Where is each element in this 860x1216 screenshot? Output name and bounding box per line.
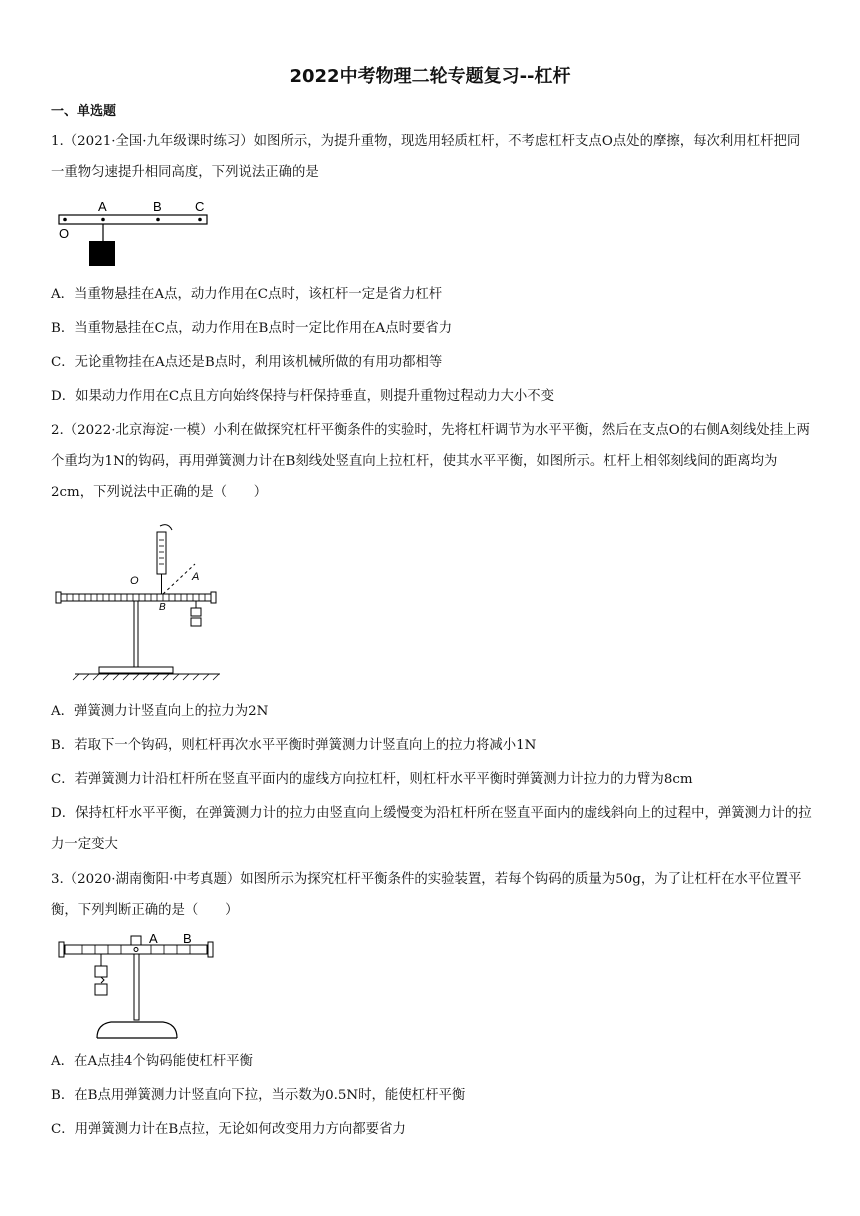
stand-pole xyxy=(134,601,138,667)
question-2-option-d: D．保持杠杆水平平衡，在弹簧测力计的拉力由竖直向上缓慢变为沿杠杆所在竖直平面内的虚线斜向上的过程中，弹簧测力计的拉力一定变大 xyxy=(51,806,812,852)
question-3-option-b: B．在B点用弹簧测力计竖直向下拉，当示数为0.5N时，能使杠杆平衡 xyxy=(51,1088,466,1103)
question-1-option-c: C．无论重物挂在A点还是B点时，利用该机械所做的有用功都相等 xyxy=(51,355,443,370)
label-o: O xyxy=(59,226,70,241)
label-o: O xyxy=(130,575,139,587)
label-a: A xyxy=(149,931,158,946)
label-b: B xyxy=(183,931,192,946)
question-1-option-a: A．当重物悬挂在A点，动力作用在C点时，该杠杆一定是省力杠杆 xyxy=(51,287,443,302)
question-3-lever-figure xyxy=(55,930,220,1042)
question-1-lever-figure xyxy=(55,196,215,271)
label-c: C xyxy=(195,199,205,214)
point-b-dot xyxy=(156,218,160,222)
spring-scale-hook-top xyxy=(160,525,172,530)
section-heading: 一、单选题 xyxy=(51,104,117,119)
question-1-option-d: D．如果动力作用在C点且方向始终保持与杆保持垂直，则提升重物过程动力大小不变 xyxy=(51,389,555,404)
question-2-option-b: B．若取下一个钩码，则杠杆再次水平平衡时弹簧测力计竖直向上的拉力将减小1N xyxy=(51,738,537,753)
question-3-option-c: C．用弹簧测力计在B点拉，无论如何改变用力方向都要省力 xyxy=(51,1122,406,1137)
spring-scale xyxy=(157,532,166,574)
hook-weight-1 xyxy=(95,966,107,977)
dashed-force-line xyxy=(163,564,195,594)
lever-bar xyxy=(59,215,207,224)
pivot-point-o xyxy=(63,218,67,222)
pivot-point xyxy=(134,948,138,952)
stand-base xyxy=(97,1022,177,1038)
question-3-option-a: A．在A点挂4个钩码能使杠杆平衡 xyxy=(51,1054,253,1069)
page-title: 2022中考物理二轮专题复习--杠杆 xyxy=(289,66,571,87)
question-2-option-a: A．弹簧测力计竖直向上的拉力为2N xyxy=(51,704,269,719)
question-1-option-b: B．当重物悬挂在C点，动力作用在B点时一定比作用在A点时要省力 xyxy=(51,321,453,336)
question-2-option-c: C．若弹簧测力计沿杠杆所在竖直平面内的虚线方向拉杠杆，则杠杆水平平衡时弹簧测力计拉力的力臂为8cm xyxy=(51,772,693,787)
label-b: B xyxy=(159,602,166,613)
hook-weight-2 xyxy=(95,984,107,995)
hook-weight-1 xyxy=(191,608,201,616)
lever-bar xyxy=(61,594,211,601)
stand-pole xyxy=(134,954,139,1020)
heavy-weight xyxy=(89,241,115,266)
label-b: B xyxy=(153,199,162,214)
point-c-dot xyxy=(198,218,202,222)
point-a-dot xyxy=(101,218,105,222)
question-2-stem: 2.（2022·北京海淀·一模）小利在做探究杠杆平衡条件的实验时，先将杠杆调节为水平平衡，然后在支点O的右侧A刻线处挂上两个重均为1N的钩码，再用弹簧测力计在B刻线处竖直向上拉杠杆，使其水平平衡，如图所示。杠杆上相邻刻线间的距离均为2cm，下列说法中正确的是（ ） xyxy=(51,423,810,500)
hook-weight-2 xyxy=(191,618,201,626)
label-a: A xyxy=(192,571,200,583)
pivot-block xyxy=(131,936,141,945)
question-2-lever-figure xyxy=(55,522,225,684)
stand-base xyxy=(99,667,173,673)
label-a: A xyxy=(98,199,107,214)
question-1-stem: 1.（2021·全国·九年级课时练习）如图所示，为提升重物，现选用轻质杠杆，不考虑杠杆支点O点处的摩擦，每次利用杠杆把同一重物匀速提升相同高度，下列说法正确的是 xyxy=(51,134,801,180)
question-3-stem: 3.（2020·湖南衡阳·中考真题）如图所示为探究杠杆平衡条件的实验装置，若每个钩码的质量为50g，为了让杠杆在水平位置平衡，下列判断正确的是（ ） xyxy=(51,872,802,918)
